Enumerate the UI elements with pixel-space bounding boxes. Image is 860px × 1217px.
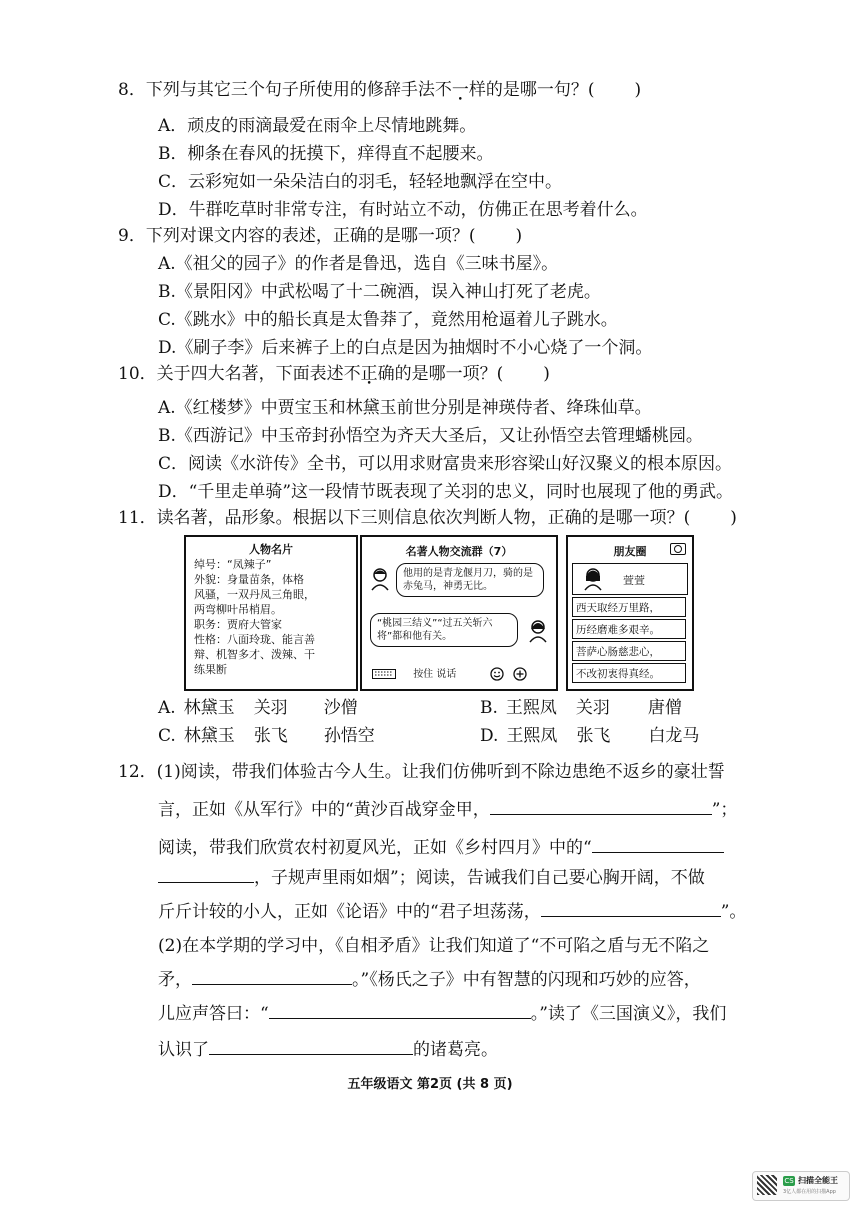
- answer-blank[interactable]: [209, 1054, 413, 1055]
- question-10-stem: [118, 364, 550, 384]
- q12-line-4: ，子规声里雨如烟”；阅读，告诫我们自己要心胸开阔，不做: [158, 868, 705, 888]
- q12-line-3: 阅读，带我们欣赏农村初夏风光，正如《乡村四月》中的“: [158, 838, 724, 858]
- chat-group-card: [360, 535, 558, 691]
- emoji-icon[interactable]: [490, 667, 504, 681]
- q11-option-b: B. 王熙凤 关羽 唐僧: [480, 698, 682, 718]
- character-card-line: 职务：贾府大管家: [194, 618, 282, 631]
- moments-post-line: 菩萨心肠慈悲心，: [572, 641, 686, 661]
- q8-paren-close: ): [634, 80, 642, 100]
- character-card-line: 练果断: [194, 663, 227, 676]
- q11-option-c: C. 林黛玉 张飞 孙悟空: [158, 726, 375, 746]
- q12-line-2: 言，正如《从军行》中的“黄沙百战穿金甲， ”；: [158, 800, 738, 820]
- q9-option-a: A.《祖父的园子》的作者是鲁迅，选自《三味书屋》。: [158, 254, 559, 274]
- q12-line-8: 儿应声答曰：“ 。”读了《三国演义》，我们: [158, 1004, 727, 1024]
- scanner-app-name: 扫描全能王: [798, 1176, 838, 1185]
- question-9-stem: [118, 226, 522, 246]
- camera-icon[interactable]: [670, 543, 686, 555]
- q12-line-1: 12．(1)阅读，带我们体验古今人生。让我们仿佛听到不除边患绝不返乡的豪壮誓: [118, 762, 725, 782]
- moments-post-line: 历经磨难多艰辛。: [572, 619, 686, 639]
- moments-post-line: 不改初衷得真经。: [572, 663, 686, 683]
- hold-to-talk-button[interactable]: 按住 说话: [413, 669, 457, 680]
- q11-option-a: A. 林黛玉 关羽 沙僧: [158, 698, 358, 718]
- avatar-icon: [528, 619, 548, 643]
- moments-post-line: 西天取经万里路，: [572, 597, 686, 617]
- q9-option-b: B.《景阳冈》中武松喝了十二碗酒，误入神山打死了老虎。: [158, 282, 601, 302]
- answer-blank[interactable]: [192, 984, 352, 985]
- q10-option-b: B.《西游记》中玉帝封孙悟空为齐天大圣后，又让孙悟空去管理蟠桃园。: [158, 426, 703, 446]
- q8-option-c: C．云彩宛如一朵朵洁白的羽毛，轻轻地飘浮在空中。: [158, 172, 563, 192]
- q8-option-b: B．柳条在春风的抚摸下，痒得直不起腰来。: [158, 144, 494, 164]
- q8-option-d: D．牛群吃草时非常专注，有时站立不动，仿佛正在思考着什么。: [158, 200, 648, 220]
- character-card-line: 绰号：“凤辣子”: [194, 558, 272, 571]
- keyboard-icon[interactable]: [372, 669, 396, 679]
- qr-code-icon: [757, 1175, 777, 1195]
- avatar-icon: [583, 567, 603, 591]
- q10-emphasis: 不正确: [343, 364, 395, 384]
- answer-blank[interactable]: [158, 882, 254, 883]
- scanner-tagline: 3亿人都在用的扫描App: [783, 1189, 836, 1195]
- q9-paren-close: ): [515, 226, 523, 246]
- camscanner-logo-icon: CS: [784, 1177, 794, 1185]
- q11-paren-close: ): [730, 508, 737, 528]
- q12-line-9: 认识了 的诸葛亮。: [158, 1040, 498, 1060]
- q11-stem-text: 11．读名著，品形象。根据以下三则信息依次判断人物，正确的是哪一项？(: [118, 508, 691, 528]
- character-card-title: 人物名片: [249, 543, 293, 556]
- q9-option-c: C.《跳水》中的船长真是太鲁莽了，竟然用枪逼着儿子跳水。: [158, 310, 618, 330]
- chat-message-2: “桃园三结义”“过五关斩六将”都和他有关。: [370, 613, 518, 647]
- q10-option-a: A.《红楼梦》中贾宝玉和林黛玉前世分别是神瑛侍者、绛珠仙草。: [158, 398, 652, 418]
- answer-blank[interactable]: [541, 916, 721, 917]
- q8-option-a: A．顽皮的雨滴最爱在雨伞上尽情地跳舞。: [158, 116, 477, 136]
- answer-blank[interactable]: [592, 852, 724, 853]
- scanner-watermark: [752, 1171, 850, 1201]
- question-8-stem: [118, 80, 641, 100]
- chat-group-title: 名著人物交流群（7）: [405, 545, 513, 558]
- q11-option-d: D. 王熙凤 张飞 白龙马: [480, 726, 700, 746]
- character-card-line: 辩、机智多才、泼辣、干: [194, 648, 315, 661]
- character-card-line: 外貌：身量苗条，体格: [194, 573, 304, 586]
- moments-post-header: [572, 563, 688, 595]
- answer-blank[interactable]: [269, 1018, 531, 1019]
- chat-message-1: 他用的是青龙偃月刀，骑的是赤兔马，神勇无比。: [396, 563, 544, 597]
- answer-blank[interactable]: [490, 814, 712, 815]
- page-footer: 五年级语文 第2页 (共 8 页): [347, 1077, 513, 1092]
- character-card-line: 性格：八面玲珑、能言善: [194, 633, 315, 646]
- moments-user-name: 萱萱: [623, 574, 645, 587]
- q12-line-5: 斤斤计较的小人，正如《论语》中的“君子坦荡荡， ”。: [158, 902, 747, 922]
- character-card-line: 风骚，一双丹凤三角眼，: [194, 588, 315, 601]
- question-11-stem: [118, 508, 737, 528]
- q9-option-d: D.《刷子李》后来裤子上的白点是因为抽烟时不小心烧了一个洞。: [158, 338, 653, 358]
- character-card: [184, 535, 358, 691]
- q10-stem-text: 10．关于四大名著，下面表述: [118, 364, 344, 384]
- q10-option-d: D．“千里走单骑”这一段情节既表现了关羽的忠义，同时也展现了他的勇武。: [158, 482, 734, 502]
- avatar-icon: [370, 567, 390, 591]
- q10-paren-close: ): [543, 364, 550, 384]
- q8-emphasis: 不一样: [434, 80, 486, 100]
- q12-line-7: 矛， 。”《杨氏之子》中有智慧的闪现和巧妙的应答，: [158, 970, 701, 990]
- q10-stem-tail: 的是哪一项？(: [394, 364, 504, 384]
- q9-stem-text: 9．下列对课文内容的表述，正确的是哪一项？(: [118, 226, 476, 246]
- moments-card: [566, 535, 694, 691]
- q8-stem-text: 8．下列与其它三个句子所使用的修辞手法: [118, 80, 435, 100]
- chat-input-bar: [372, 665, 527, 681]
- q10-option-c: C．阅读《水浒传》全书，可以用求财富贵来形容梁山好汉聚义的根本原因。: [158, 454, 733, 474]
- q8-stem-tail: 的是哪一句？(: [485, 80, 595, 100]
- plus-icon[interactable]: [513, 667, 527, 681]
- moments-title: 朋友圈: [613, 545, 647, 558]
- q12-line-6: (2)在本学期的学习中，《自相矛盾》让我们知道了“不可陷之盾与无不陷之: [158, 936, 710, 956]
- character-card-line: 两弯柳叶吊梢眉。: [194, 603, 282, 616]
